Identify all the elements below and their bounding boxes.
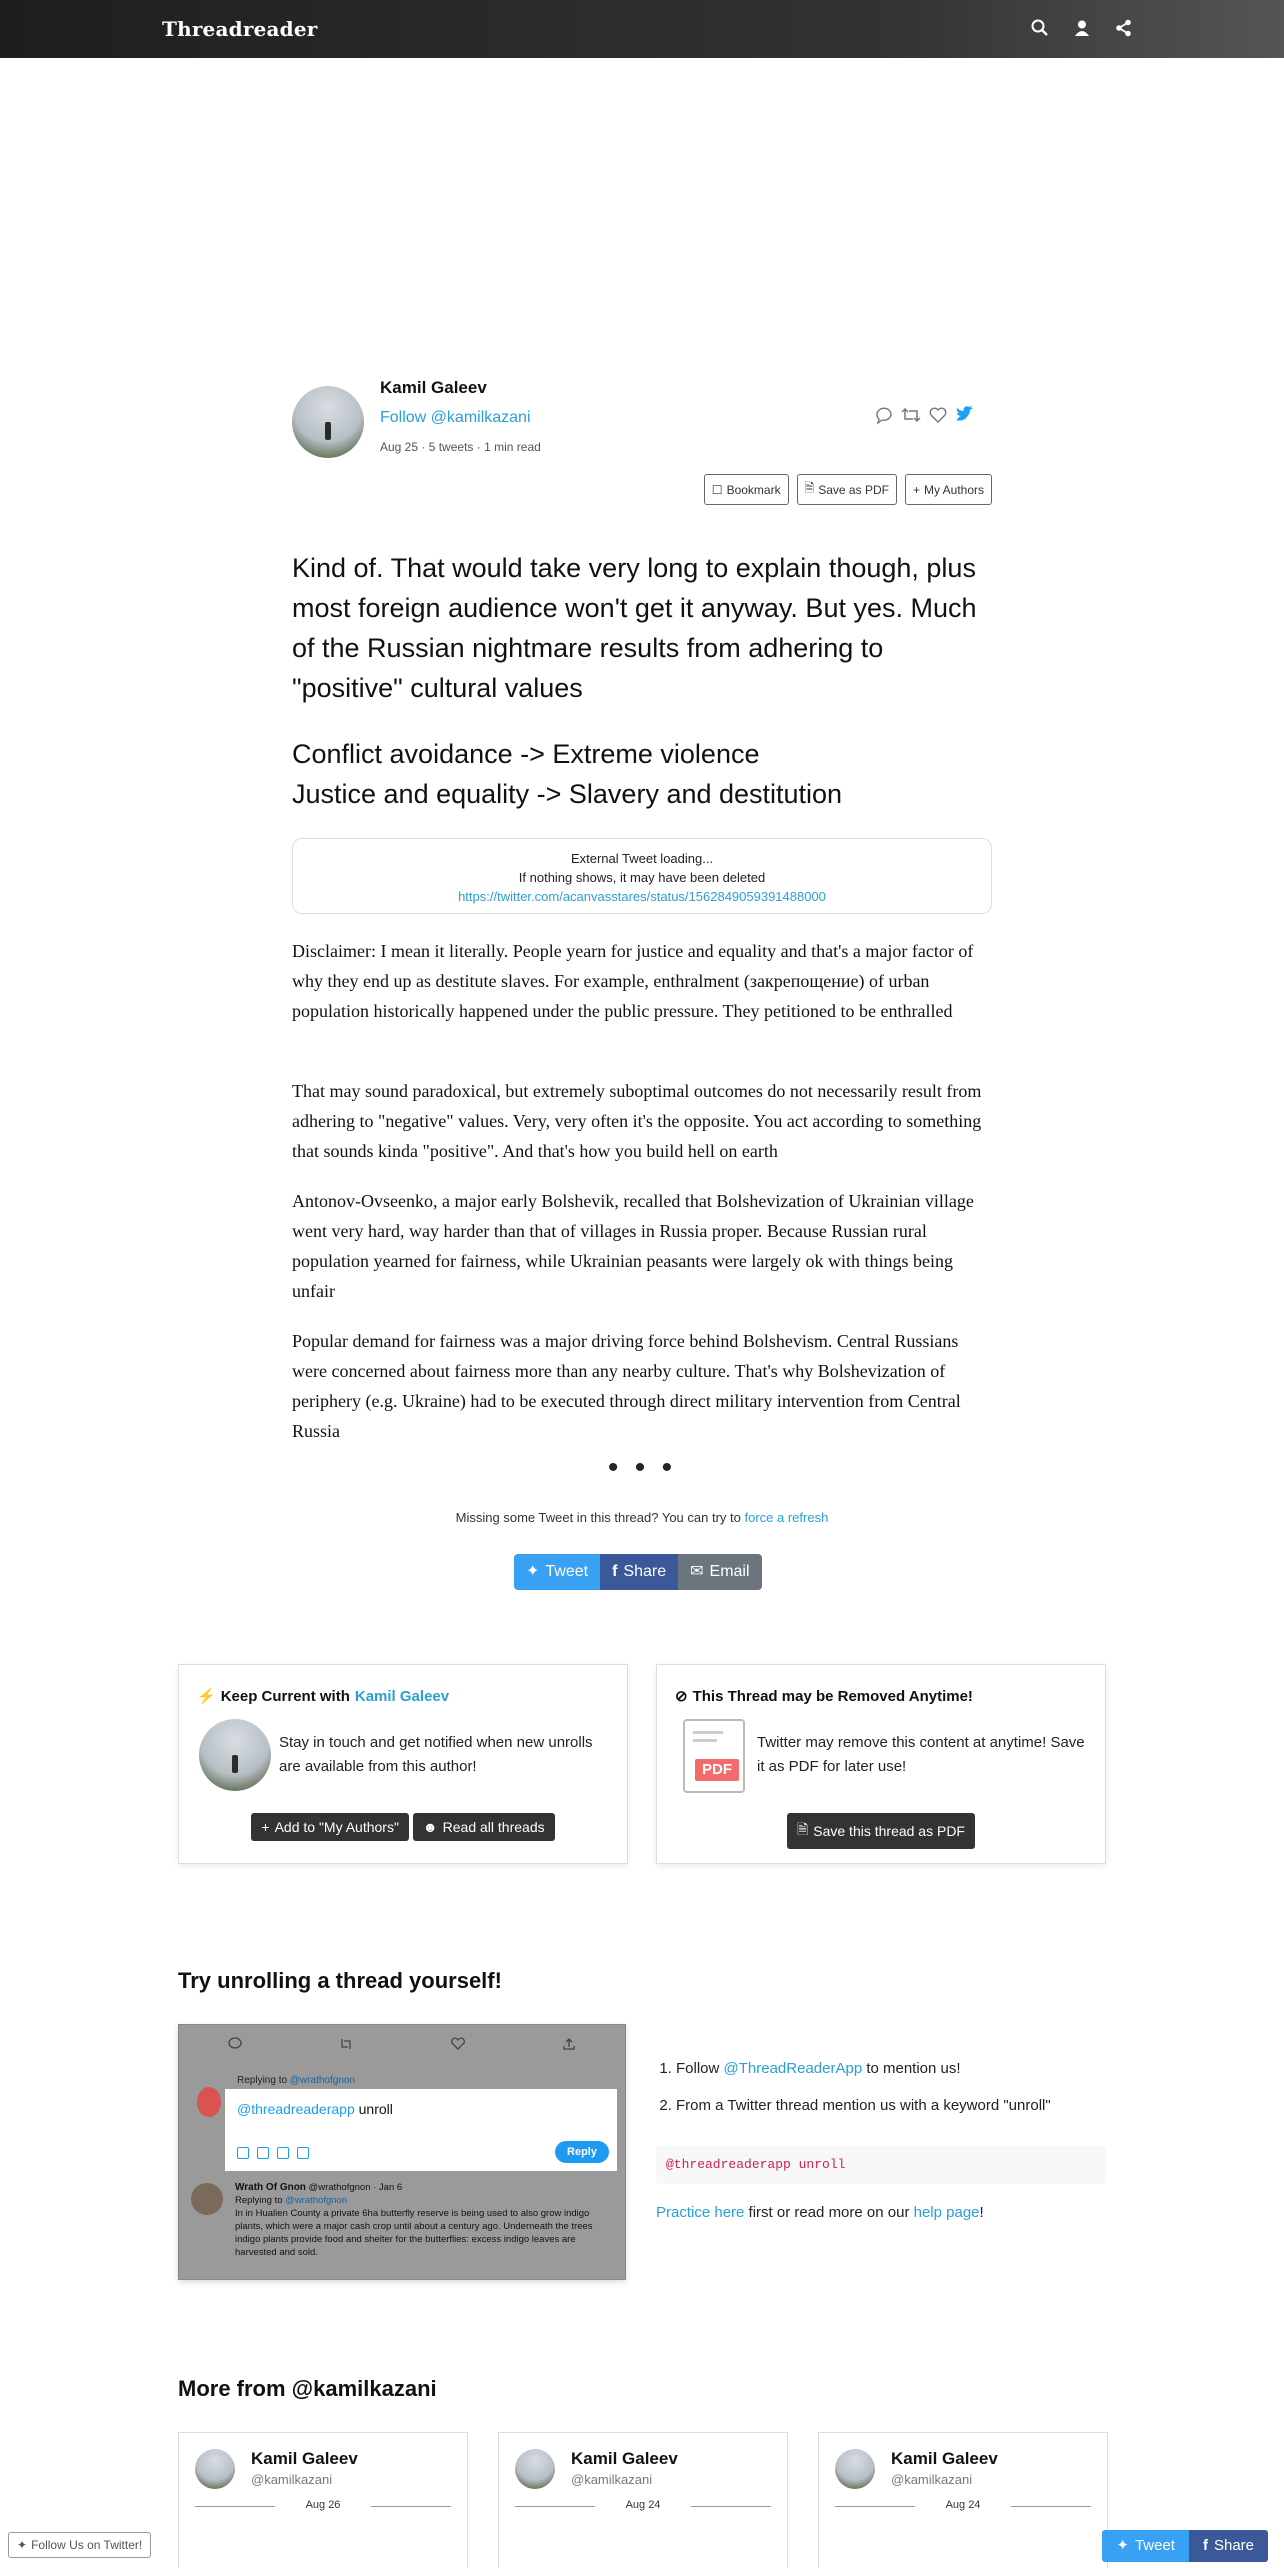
twitter-bird-icon: ✦ bbox=[526, 1563, 540, 1580]
facebook-share-button[interactable]: f Share bbox=[600, 1554, 678, 1590]
avatar bbox=[835, 2449, 875, 2489]
practice-text: Practice here first or read more on our help page! bbox=[656, 2204, 984, 2221]
save-as-pdf-button[interactable]: 🗎 Save as PDF bbox=[797, 474, 897, 505]
twitter-bird-icon: ✦ bbox=[1116, 2537, 1129, 2554]
tweet-text: Justice and equality -> Slavery and destitution bbox=[292, 779, 843, 809]
thread-end-dots: • • • bbox=[607, 1451, 677, 1484]
bookmark-icon: ☐ bbox=[711, 482, 723, 497]
like-icon[interactable] bbox=[928, 405, 948, 430]
emoji-icon bbox=[277, 2147, 289, 2159]
card-title: ⊘ This Thread may be Removed Anytime! bbox=[675, 1687, 973, 1705]
threadreaderapp-link[interactable]: @ThreadReaderApp bbox=[723, 2060, 863, 2077]
share-icon bbox=[561, 2037, 577, 2051]
thread-author-header bbox=[292, 378, 992, 508]
email-share-button[interactable]: ✉ Email bbox=[678, 1554, 761, 1590]
read-time: 1 min read bbox=[484, 440, 541, 454]
practice-link[interactable]: Practice here bbox=[656, 2204, 745, 2221]
reply-icon[interactable] bbox=[874, 405, 894, 430]
share-buttons bbox=[514, 1554, 762, 1590]
follow-link[interactable]: Follow @kamilkazani bbox=[380, 409, 531, 426]
card-body: Stay in touch and get notified when new unrolls are available from this author! bbox=[279, 1734, 593, 1775]
missing-tweet-notice: Missing some Tweet in this thread? You can try to force a refresh bbox=[455, 1510, 829, 1525]
reply-button: Reply bbox=[555, 2141, 609, 2163]
lead-tweet bbox=[292, 548, 992, 814]
more-thread-card[interactable]: Kamil Galeev @kamilkazani Aug 24 bbox=[818, 2432, 1108, 2568]
avatar bbox=[195, 2449, 235, 2489]
image-icon bbox=[237, 2147, 249, 2159]
tweet-text: Disclaimer: I mean it literally. People yearn for justice and equality and that's a major factor of why they end up as destitute slaves. For example, enthralment (закрепощение) of urban population historically happened under the public pressure. They petitioned to be enthralled bbox=[292, 941, 974, 1021]
tweet-count: 5 tweets bbox=[428, 440, 474, 454]
gif-icon bbox=[257, 2147, 269, 2159]
plus-icon: + bbox=[261, 1819, 270, 1835]
my-authors-button[interactable]: + My Authors bbox=[905, 474, 992, 505]
tweet-text: Kind of. That would take very long to explain though, plus most foreign audience won't get it anyway. But yes. Much of the Russian nightmare results from adhering to "positive" cultural values bbox=[292, 553, 977, 703]
tweet-text: Antonov-Ovseenko, a major early Bolshevik, recalled that Bolshevization of Ukrainian village went very hard, way harder than that of villages in Russia proper. Because Russian rural population yearned for fairness, while Ukrainian peasants were largely ok with things being unfair bbox=[292, 1191, 974, 1301]
search-icon[interactable] bbox=[1030, 18, 1050, 38]
pdf-file-icon: PDF bbox=[683, 1719, 745, 1793]
tweet-share-button[interactable]: ✦ Tweet bbox=[1102, 2530, 1189, 2562]
help-page-link[interactable]: help page bbox=[913, 2204, 980, 2221]
tweet-text: Popular demand for fairness was a major driving force behind Bolshevism. Central Russians were concerned about fairness more than any nearby culture. That's why Bolshevization of periphery (e.g. Ukraine) had to be executed through direct military intervention from Central Russia bbox=[292, 1331, 961, 1441]
facebook-icon: f bbox=[612, 1563, 618, 1580]
facebook-share-button[interactable]: f Share bbox=[1189, 2530, 1268, 2562]
step-item: 1. Follow @ThreadReaderApp to mention us! bbox=[676, 2060, 1106, 2077]
avatar bbox=[199, 1719, 271, 1791]
user-icon: ☻ bbox=[422, 1819, 438, 1835]
force-refresh-link[interactable]: force a refresh bbox=[744, 1510, 829, 1525]
plus-icon: + bbox=[912, 482, 920, 497]
ban-icon: ⊘ bbox=[675, 1688, 688, 1705]
twitter-bird-icon: ✦ bbox=[17, 2538, 28, 2552]
bolt-icon: ⚡ bbox=[197, 1688, 216, 1705]
add-to-my-authors-button[interactable]: + Add to "My Authors" bbox=[251, 1813, 409, 1841]
bookmark-button[interactable]: ☐ Bookmark bbox=[704, 474, 789, 505]
author-link[interactable]: Kamil Galeev bbox=[354, 1687, 450, 1705]
file-icon: 🗎 bbox=[796, 1821, 809, 1837]
thread-date: Aug 25 bbox=[380, 440, 419, 454]
unroll-example-screenshot: Replying to @wrathofgnon @threadreaderapp unroll Reply Wrath Of Gnon @wrathofgnon · Jan 6 Replying to @wrathofgnon In in Hualien County a private 6ha butterfly reserve is being used to also grow indigo plants, which were a major cash crop until about a century ago. Underneath the trees indigo plants provide food and shelter for the butterflies: excess indigo leaves are harvested and sold. bbox=[178, 2024, 626, 2280]
read-all-threads-button[interactable]: ☻ Read all threads bbox=[413, 1813, 555, 1841]
external-tweet-embed: External Tweet loading... If nothing shows, it may have been deleted https://twitter.com/acanvasstares/status/1562849059391488000 bbox=[292, 838, 992, 914]
step-item: 2. From a Twitter thread mention us with a keyword "unroll" bbox=[676, 2097, 1106, 2114]
card-title: ⚡ Keep Current with Kamil Galeev bbox=[197, 1687, 450, 1705]
twitter-bird-icon[interactable] bbox=[954, 405, 976, 430]
tweet-text: That may sound paradoxical, but extremely suboptimal outcomes do not necessarily result from adhering to "negative" values. Very, very often it's the opposite. You act according to something that sounds kinda "positive". And that's how you build hell on earth bbox=[292, 1081, 982, 1161]
follow-us-button[interactable]: ✦ Follow Us on Twitter! bbox=[8, 2532, 151, 2558]
file-icon: 🗎 bbox=[804, 481, 815, 495]
card-body: Twitter may remove this content at anytime! Save it as PDF for later use! bbox=[757, 1734, 1085, 1775]
retweet-icon[interactable] bbox=[900, 405, 922, 430]
try-unrolling-heading: Try unrolling a thread yourself! bbox=[178, 1968, 502, 1993]
brand-logo[interactable]: Threadreader bbox=[162, 17, 318, 41]
avatar bbox=[515, 2449, 555, 2489]
user-icon[interactable] bbox=[1072, 18, 1092, 38]
top-navbar bbox=[0, 0, 1284, 58]
facebook-icon: f bbox=[1202, 2537, 1208, 2554]
share-icon[interactable] bbox=[1114, 18, 1134, 38]
more-thread-card[interactable]: Kamil Galeev @kamilkazani Aug 26 bbox=[178, 2432, 468, 2568]
compose-box: @threadreaderapp unroll Reply bbox=[225, 2089, 617, 2171]
like-icon bbox=[450, 2037, 466, 2051]
tweet-share-button[interactable]: ✦ Tweet bbox=[514, 1554, 600, 1590]
more-from-heading: More from @kamilkazani bbox=[178, 2376, 437, 2401]
avatar[interactable] bbox=[292, 386, 364, 458]
thread-tweets bbox=[292, 936, 992, 1466]
location-icon bbox=[297, 2147, 309, 2159]
envelope-icon: ✉ bbox=[690, 1563, 704, 1580]
external-tweet-link[interactable]: https://twitter.com/acanvasstares/status/1562849059391488000 bbox=[458, 889, 826, 904]
more-thread-card[interactable]: Kamil Galeev @kamilkazani Aug 24 bbox=[498, 2432, 788, 2568]
bottom-share-bar bbox=[1102, 2530, 1268, 2562]
user-avatar bbox=[197, 2087, 221, 2117]
unroll-steps bbox=[656, 2060, 1106, 2134]
author-name[interactable]: Kamil Galeev bbox=[380, 378, 487, 397]
reply-icon bbox=[227, 2037, 243, 2051]
unroll-command-code: @threadreaderapp unroll bbox=[656, 2146, 1106, 2184]
tweet-text: Conflict avoidance -> Extreme violence bbox=[292, 739, 760, 769]
thread-removal-card bbox=[656, 1664, 1106, 1864]
user-avatar bbox=[191, 2183, 223, 2215]
retweet-icon bbox=[338, 2037, 354, 2051]
save-thread-pdf-button[interactable]: 🗎 Save this thread as PDF bbox=[787, 1813, 975, 1849]
keep-current-card bbox=[178, 1664, 628, 1864]
thread-meta: Aug 25 · 5 tweets · 1 min read bbox=[380, 440, 541, 454]
